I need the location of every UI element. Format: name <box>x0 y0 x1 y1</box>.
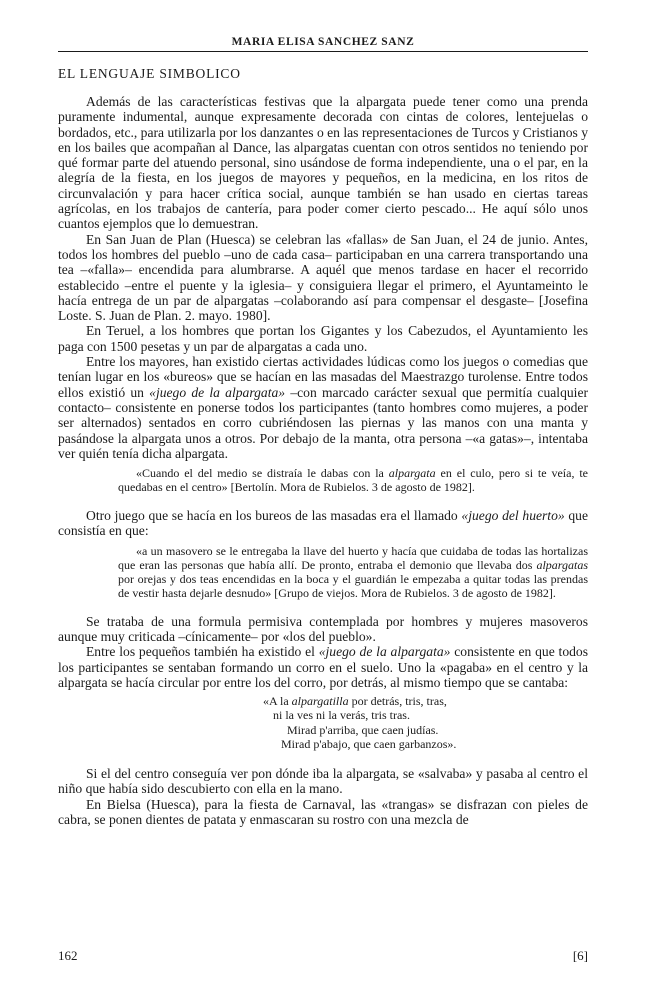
paragraph-5-text-b: que consistía en que: <box>58 508 588 539</box>
paragraph-3: En Teruel, a los hombres que portan los Gigantes y los Cabezudos, el Ayuntamiento les paga con 1500 pesetas y un par de alpargatas a cada uno. <box>58 323 588 354</box>
quote-2-text-b: por orejas y dos teas encendidas en la boca y el guardián le empezaba a quitar todas las prendas de vestir hasta dejarle desnudo» [Grupo de viejos. Mora de Rubielos. 3 de agosto de 1982]. <box>118 571 588 600</box>
paragraph-4-emphasis: «juego de la alpargata» <box>149 384 286 400</box>
paragraph-7-text-a: Entre los pequeños también ha existido el <box>86 644 319 660</box>
paragraph-1: Además de las características festivas que la alpargata puede tener como una prenda puramente indumental, aunque expresamente decorada con cintas de colores, lentejuelas o bordados, etc., para utilizarla por los danzantes o en las representaciones de Turcos y Cristianos y en los bailes que acompañan al Dance, las alpargatas cuentan con otros sentidos no teniendo por qué formar parte del atuendo personal, sino usándose de forma independiente, una o el par, en la alegría de la fiesta, en los juegos de mayores y pequeños, en la medicina, en los ritos de circunvalación y para hacer crítica social, aunque también se han usado en ciertas tareas agrícolas, en los trabajos de cantería, para poder comer cierto pescado... He aquí sólo unos cuantos ejemplos que lo demuestran. <box>58 94 589 232</box>
paragraph-5-emphasis: «juego del huerto» <box>461 508 565 524</box>
verse-line-1-b: por detrás, tris, tras, <box>348 694 447 709</box>
paragraph-9: En Bielsa (Huesca), para la fiesta de Carnaval, las «trangas» se disfrazan con pieles de cabra, se ponen dientes de patata y enmascaran su rostro con una mezcla de <box>58 796 588 827</box>
verse-line-2: ni la ves ni la verás, tris tras. <box>273 708 410 723</box>
paragraph-8: Si el del centro conseguía ver pon dónde iba la alpargata, se «salvaba» y pasaba al centro el niño que había sido descubierto con ella en la mano. <box>58 766 588 797</box>
paragraph-6: Se trataba de una formula permisiva contemplada por hombres y mujeres masoveros aunque muy criticada –cínicamente– por «los del pueblo». <box>58 613 588 645</box>
page-number: 162 <box>58 948 78 963</box>
page-footer <box>58 948 588 964</box>
paragraph-5 <box>58 508 588 539</box>
paragraph-2: En San Juan de Plan (Huesca) se celebran las «fallas» de San Juan, el 24 de junio. Antes, todos los hombres del pueblo –uno de cada casa– participaban en una carrera transportando una tea –«falla»– encendida para alumbrarse. A aquél que menos tardase en hacer el recorrido establecido –entre el puente y la iglesia– y consiguiera llegar el primero, el Ayuntameinto le hacía entrega de un par de alpargatas –colaborando así para compensar el desgaste– [Josefina Loste. S. Juan de Plan. 2. mayo. 1980]. <box>58 231 588 324</box>
paragraph-5-text-a: Otro juego que se hacía en los bureos de las masadas era el llamado <box>86 508 462 524</box>
verse-line-1 <box>263 694 588 708</box>
paragraph-7 <box>58 644 588 690</box>
verse-line-4: Mirad p'abajo, que caen garbanzos». <box>281 736 457 751</box>
verse <box>263 694 588 751</box>
paragraph-4-text-b: –con marcado carácter sexual que permitía cualquier contacto– consistente en ponerse todos los participantes (tanto hombres como mujeres, a poder ser alternados) sentados en corro cubriéndosen las piernas y las manos con una manta y pasándose la alpargata unos a otros. Por debajo de la manta, otra persona –«a gatas»–, intentaba ver quién tenía dicha alpargata. <box>58 384 589 461</box>
paragraph-7-emphasis: «juego de la alpargata» <box>318 644 451 660</box>
verse-line-1-emphasis: alpargatilla <box>291 694 349 709</box>
running-head: MARIA ELISA SANCHEZ SANZ <box>58 36 588 52</box>
quote-2-text-a: «a un masovero se le entregaba la llave del huerto y hacía que cuidaba de todas las hortalizas que eran las personas que había allí. De pronto, entraba el demonio que llevaba dos <box>118 543 588 572</box>
quote-1-emphasis: alpargata <box>388 466 436 481</box>
section-signature: [6] <box>572 948 588 963</box>
page <box>58 36 588 827</box>
quote-1-text-b: en el culo, pero si te veía, te quedabas en el centro» [Bertolín. Mora de Rubielos. 3 de agosto de 1982]. <box>118 466 588 495</box>
quote-1 <box>118 466 588 494</box>
quote-2-emphasis: alpargatas <box>536 557 588 572</box>
paragraph-7-text-b: consistente en que todos los participantes se sentaban formando un corro en el suelo. Uno la «pagaba» en el centro y la alpargata se hacía circular por entre los del corro, por detrás, al mismo tiempo que se cantaba: <box>58 644 588 690</box>
quote-2 <box>118 544 588 600</box>
verse-line-3: Mirad p'arriba, que caen judías. <box>287 722 439 737</box>
quote-1-text-a: «Cuando el del medio se distraía le dabas con la <box>136 466 389 481</box>
paragraph-4-text-a: Entre los mayores, han existido ciertas actividades lúdicas como los juegos o comedias que tenían lugar en los «bureos» que se hacían en las masadas del Maestrazgo turolense. Entre todos ellos existió un <box>58 354 588 400</box>
paragraph-4 <box>58 354 588 461</box>
section-title: EL LENGUAJE SIMBOLICO <box>58 66 241 81</box>
verse-line-1-a: «A la <box>263 694 292 709</box>
